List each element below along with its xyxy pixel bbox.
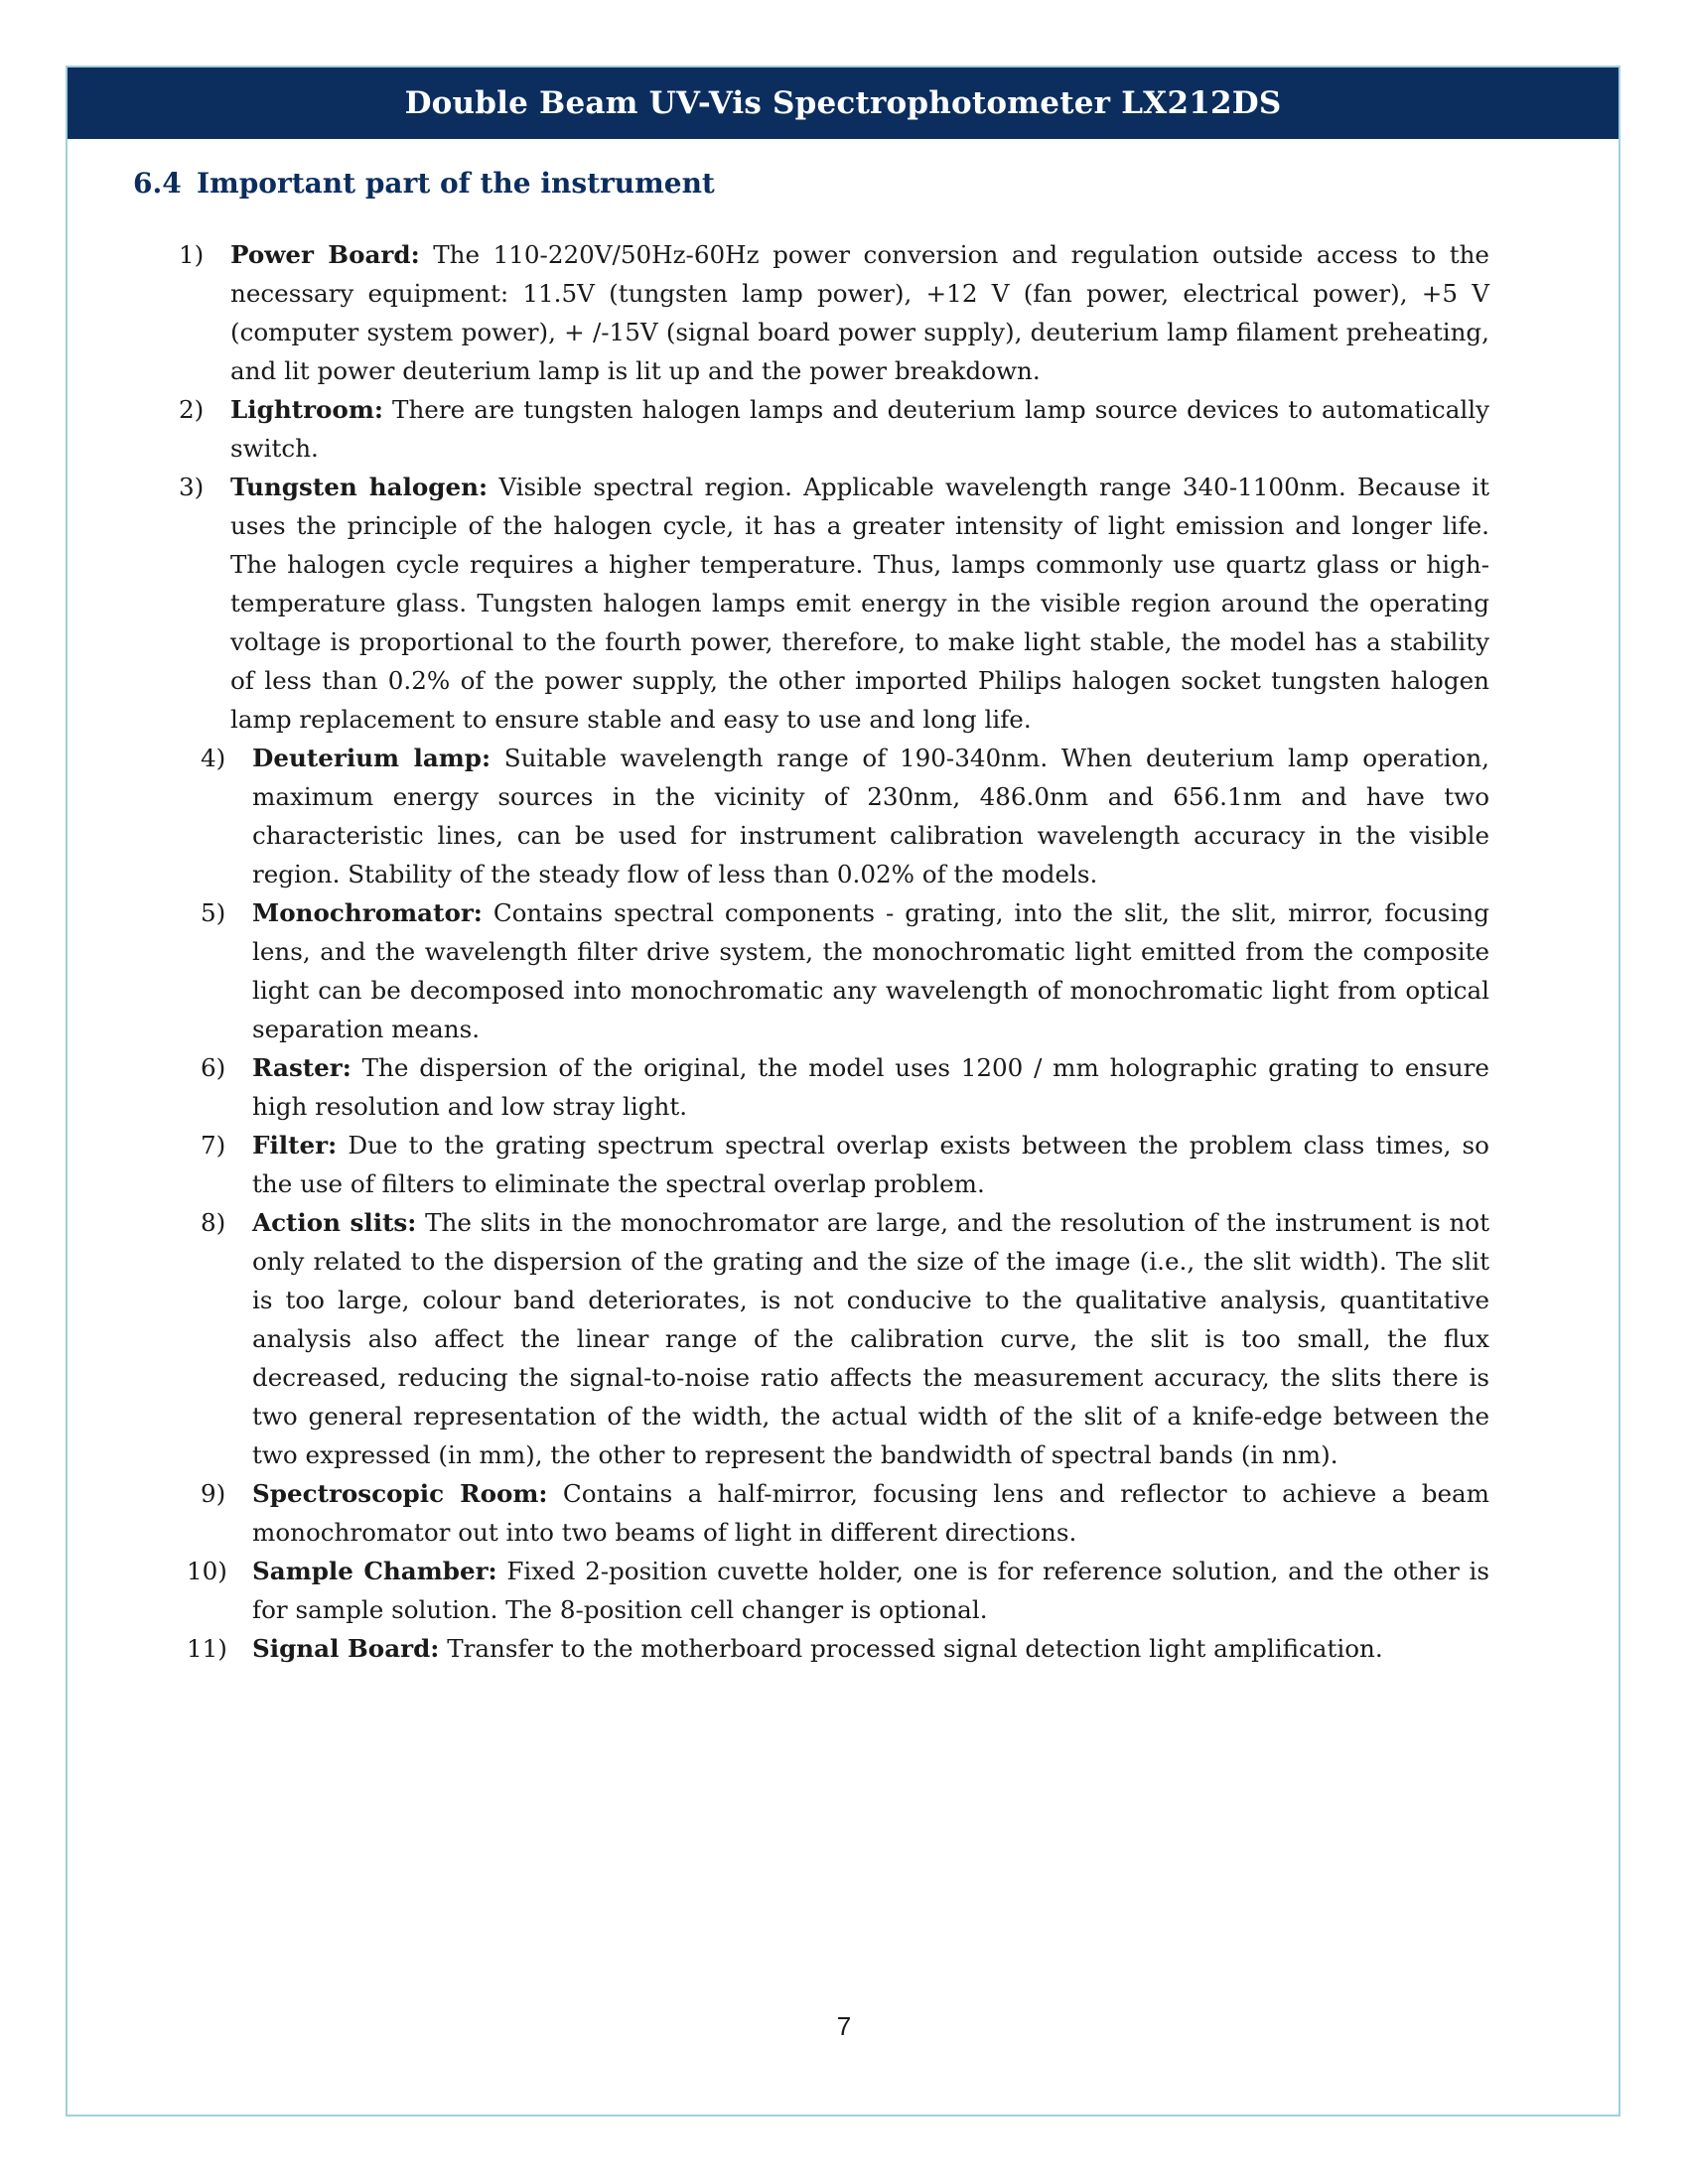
item-number: 10)	[187, 1557, 227, 1585]
list-item	[187, 1629, 1489, 1668]
item-term: Action slits:	[252, 1208, 417, 1237]
item-term: Sample Chamber:	[252, 1557, 497, 1585]
item-text: The dispersion of the original, the model uses 1200 / mm holographic grating to ensure high resolution and low stray light.	[252, 1053, 1489, 1121]
item-text: The slits in the monochromator are large, and the resolution of the instrument is not only related to the dispersion of the grating and the size of the image (i.e., the slit width). The slit is too large, colour band deteriorates, is not conducive to the qualitative analysis, quantitative analysis also affect the linear range of the calibration curve, the slit is too small, the flux decreased, reducing the signal-to-noise ratio affects the measurement accuracy, the slits there is two general representation of the width, the actual width of the slit of a knife-edge between the two expressed (in mm), the other to represent the bandwidth of spectral bands (in nm).	[252, 1208, 1489, 1469]
section-title: Important part of the instrument	[197, 167, 715, 200]
list-item	[201, 893, 1489, 1048]
component-list	[179, 235, 1489, 1668]
document-title: Double Beam UV-Vis Spectrophotometer LX212DS	[404, 85, 1282, 121]
list-item	[201, 1203, 1489, 1474]
item-number: 8)	[201, 1208, 226, 1237]
item-number: 3)	[179, 473, 205, 501]
item-number: 5)	[201, 898, 226, 927]
item-number: 4)	[201, 744, 226, 772]
item-number: 2)	[179, 395, 205, 424]
item-number: 9)	[201, 1479, 226, 1508]
item-text: Transfer to the motherboard processed signal detection light amplification.	[447, 1634, 1383, 1663]
item-text: Fixed 2-position cuvette holder, one is for reference solution, and the other is for sample solution. The 8-position cell changer is optional.	[252, 1557, 1489, 1624]
list-item	[201, 1048, 1489, 1126]
list-item	[179, 468, 1489, 739]
item-text: Suitable wavelength range of 190-340nm. When deuterium lamp operation, maximum energy sources in the vicinity of 230nm, 486.0nm and 656.1nm and have two characteristic lines, can be used for instrument calibration wavelength accuracy in the visible region. Stability of the steady flow of less than 0.02% of the models.	[252, 744, 1489, 888]
item-term: Signal Board:	[252, 1634, 440, 1663]
list-item	[201, 1474, 1489, 1552]
list-item	[179, 235, 1489, 390]
item-text: The 110-220V/50Hz-60Hz power conversion and regulation outside access to the necessary equipment: 11.5V (tungsten lamp power), +12 V (fan power, electrical power), +5 V (computer system power), + /-15V (signal board power supply), deuterium lamp filament preheating, and lit power deuterium lamp is lit up and the power breakdown.	[230, 240, 1489, 385]
item-term: Monochromator:	[252, 898, 483, 927]
section-heading	[133, 167, 715, 200]
page-number: 7	[836, 2011, 852, 2041]
item-number: 6)	[201, 1053, 226, 1082]
item-text: Contains a half-mirror, focusing lens and reflector to achieve a beam monochromator out into two beams of light in different directions.	[252, 1479, 1489, 1547]
item-number: 7)	[201, 1131, 226, 1160]
item-text: Visible spectral region. Applicable wavelength range 340-1100nm. Because it uses the principle of the halogen cycle, it has a greater intensity of light emission and longer life. The halogen cycle requires a higher temperature. Thus, lamps commonly use quartz glass or high-temperature glass. Tungsten halogen lamps emit energy in the visible region around the operating voltage is proportional to the fourth power, therefore, to make light stable, the model has a stability of less than 0.2% of the power supply, the other imported Philips halogen socket tungsten halogen lamp replacement to ensure stable and easy to use and long life.	[230, 473, 1489, 734]
list-item	[201, 739, 1489, 893]
list-item	[201, 1126, 1489, 1203]
header-banner	[68, 68, 1618, 139]
list-item	[187, 1552, 1489, 1629]
item-term: Power Board:	[230, 240, 420, 269]
item-term: Tungsten halogen:	[230, 473, 489, 501]
item-number: 1)	[179, 240, 205, 269]
section-number: 6.4	[133, 167, 182, 200]
item-term: Raster:	[252, 1053, 352, 1082]
item-term: Lightroom:	[230, 395, 383, 424]
item-term: Spectroscopic Room:	[252, 1479, 548, 1508]
list-item	[179, 390, 1489, 468]
item-text: Contains spectral components - grating, into the slit, the slit, mirror, focusing lens, and the wavelength filter drive system, the monochromatic light emitted from the composite light can be decomposed into monochromatic any wavelength of monochromatic light from optical separation means.	[252, 898, 1489, 1043]
item-text: Due to the grating spectrum spectral overlap exists between the problem class times, so the use of filters to eliminate the spectral overlap problem.	[252, 1131, 1489, 1198]
item-term: Deuterium lamp:	[252, 744, 492, 772]
item-text: There are tungsten halogen lamps and deuterium lamp source devices to automatically switch.	[230, 395, 1489, 463]
item-term: Filter:	[252, 1131, 338, 1160]
item-number: 11)	[187, 1634, 227, 1663]
